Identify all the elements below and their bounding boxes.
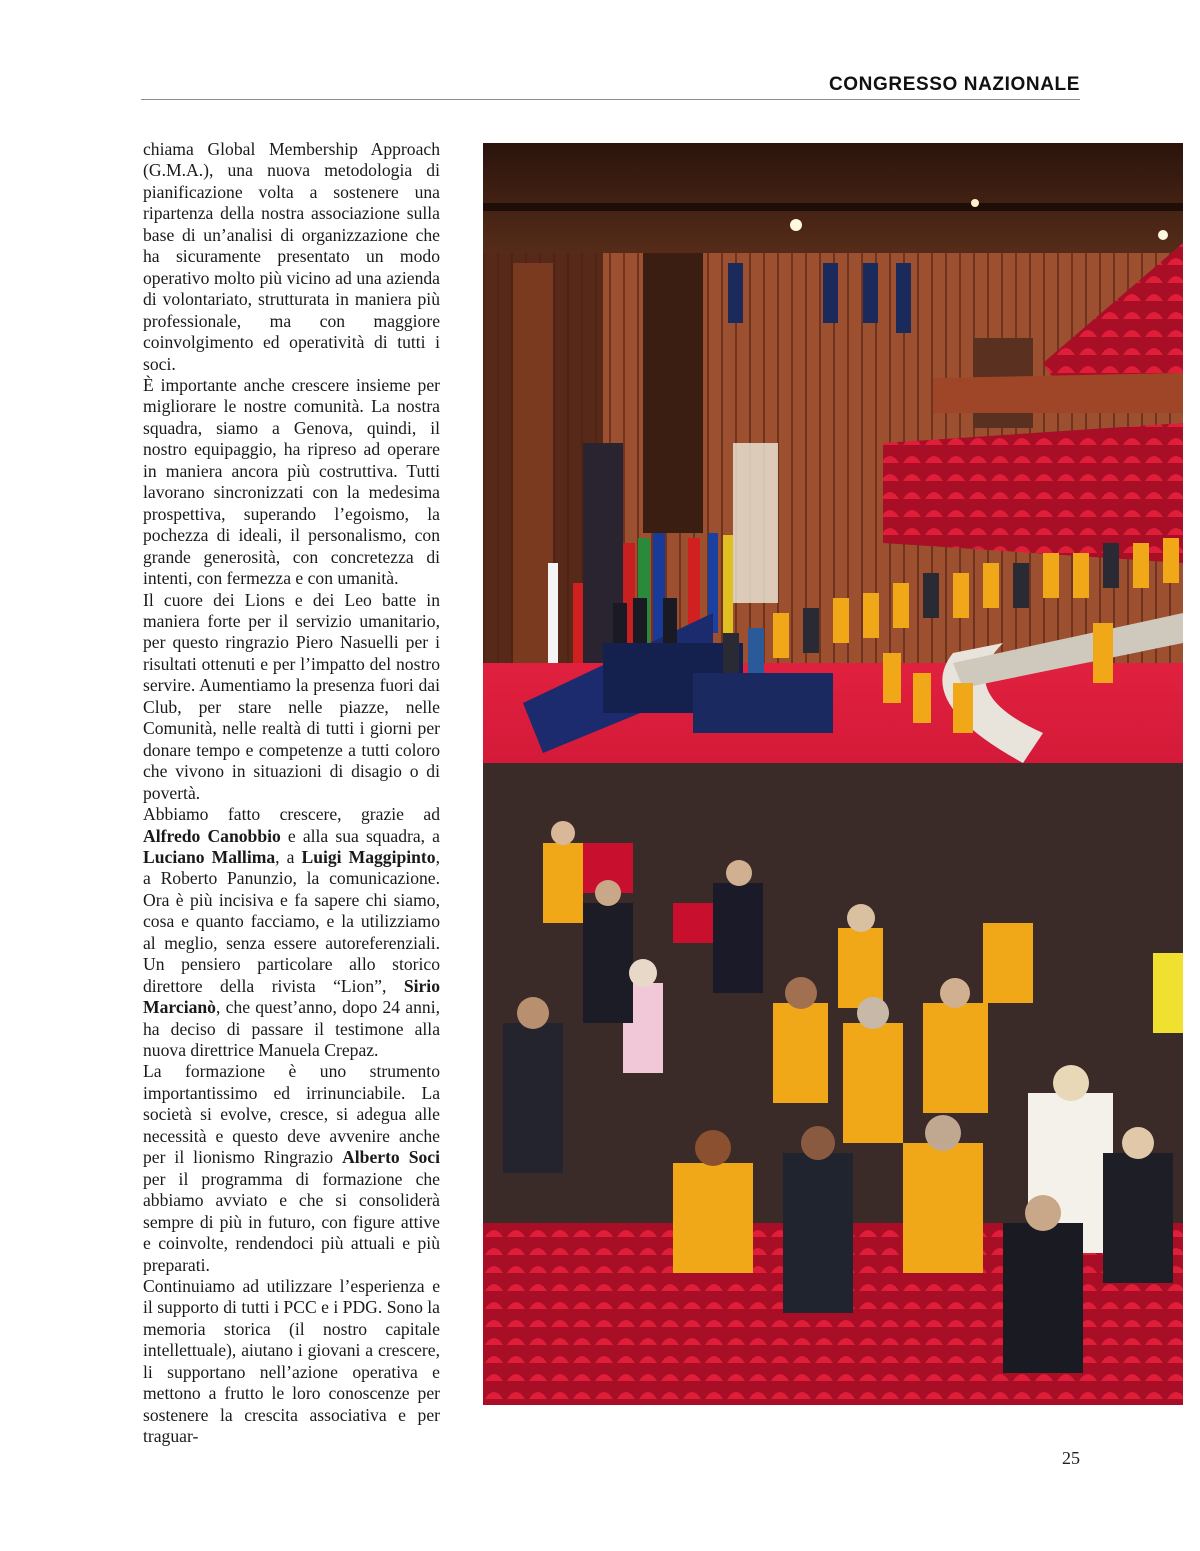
- paragraph-5: [143, 1061, 440, 1276]
- paragraph-1: chiama Global Membership Approach (G.M.A.), una nuova metodologia di pianificazione volta a sostenere una ripartenza della nostra associazione sulla base di un’analisi di organizzazione che ha sicuramente presentato un modo operativo molto più vicino ad una azienda di volontariato, strutturata in maniera più professionale, ma con maggiore coinvolgimento ed operatività di tutti i soci.: [143, 139, 440, 374]
- person-name: Alberto Soci: [342, 1147, 440, 1168]
- paragraph-4: [143, 804, 440, 1061]
- section-title: CONGRESSO NAZIONALE: [828, 74, 1080, 95]
- ceiling-light: [790, 219, 802, 231]
- header-rule: [141, 99, 1080, 100]
- page-number: 25: [1062, 1448, 1080, 1468]
- paragraph-3: Il cuore dei Lions e dei Leo batte in maniera forte per il servizio umanitario, per questo ringrazio Piero Nasuelli per i risultati ottenuti e per l’impatto del nostro servire. Aumentiamo la presenza fuori dai Club, per stare nelle piazze, nelle Comunità, nelle realtà di tutti i giorni per donare tempo e competenze a tutti coloro che vivono in situazioni di disagio o di povertà.: [143, 589, 440, 803]
- paragraph-6: Continuiamo ad utilizzare l’esperienza e il supporto di tutti i PCC e i PDG. Sono la memoria storica (il nostro capitale intellettuale), aiutano i giovani a crescere, li supportano nell’azione operativa e mettono a frutto le loro conoscenze per sostenere la crescita associativa e per traguar-: [143, 1276, 440, 1447]
- paragraph-2: È importante anche crescere insieme per migliorare le nostre comunità. La nostra squadra, siamo a Genova, quindi, il nostro equipaggio, ha ripreso ad operare in maniera ancora più costruttiva. Tutti lavorano sincronizzati con la medesima prospettiva, superando l’egoismo, la pochezza di ideali, il personalismo, con grande generosità, con concretezza di intenti, con fermezza e con umanità.: [143, 374, 440, 589]
- text-run: per il programma di formazione che abbiamo avviato e che si consoliderà sempre di più in futuro, con figure attive e coinvolte, rendendoci più attuali e più preparati.: [143, 1168, 440, 1275]
- text-run: Abbiamo fatto crescere, grazie ad: [143, 804, 440, 825]
- person-name: Luciano Mallima: [143, 846, 276, 867]
- text-run: , a: [275, 846, 302, 867]
- text-run: La formazione è uno strumento importantissimo ed irrinunciabile. La società si evolve, cresce, si adegua alle necessità e questo deve avvenire anche per il lionismo Ringrazio: [143, 1061, 440, 1168]
- congress-hall-illustration: [483, 143, 1183, 1405]
- person-name: Luigi Maggipinto: [301, 846, 436, 867]
- text-run: e alla sua squadra, a: [280, 825, 440, 846]
- person-name: Sirio Marcianò: [143, 975, 440, 1018]
- article-text-column: [143, 139, 440, 1448]
- text-run: , a Roberto Panunzio, la comunicazione. Ora è più incisiva e fa sapere chi siamo, cosa e quanto facciamo, e la utilizziamo al meglio, senza essere autoreferenziali. Un pensiero particolare allo storico direttore della rivista “Lion”,: [143, 846, 440, 996]
- person-name: Alfredo Canobbio: [143, 825, 281, 846]
- text-run: , che quest’anno, dopo 24 anni, ha deciso di passare il testimone alla nuova direttrice Manuela Crepaz.: [143, 997, 440, 1061]
- congress-hall-photo: [483, 143, 1183, 1405]
